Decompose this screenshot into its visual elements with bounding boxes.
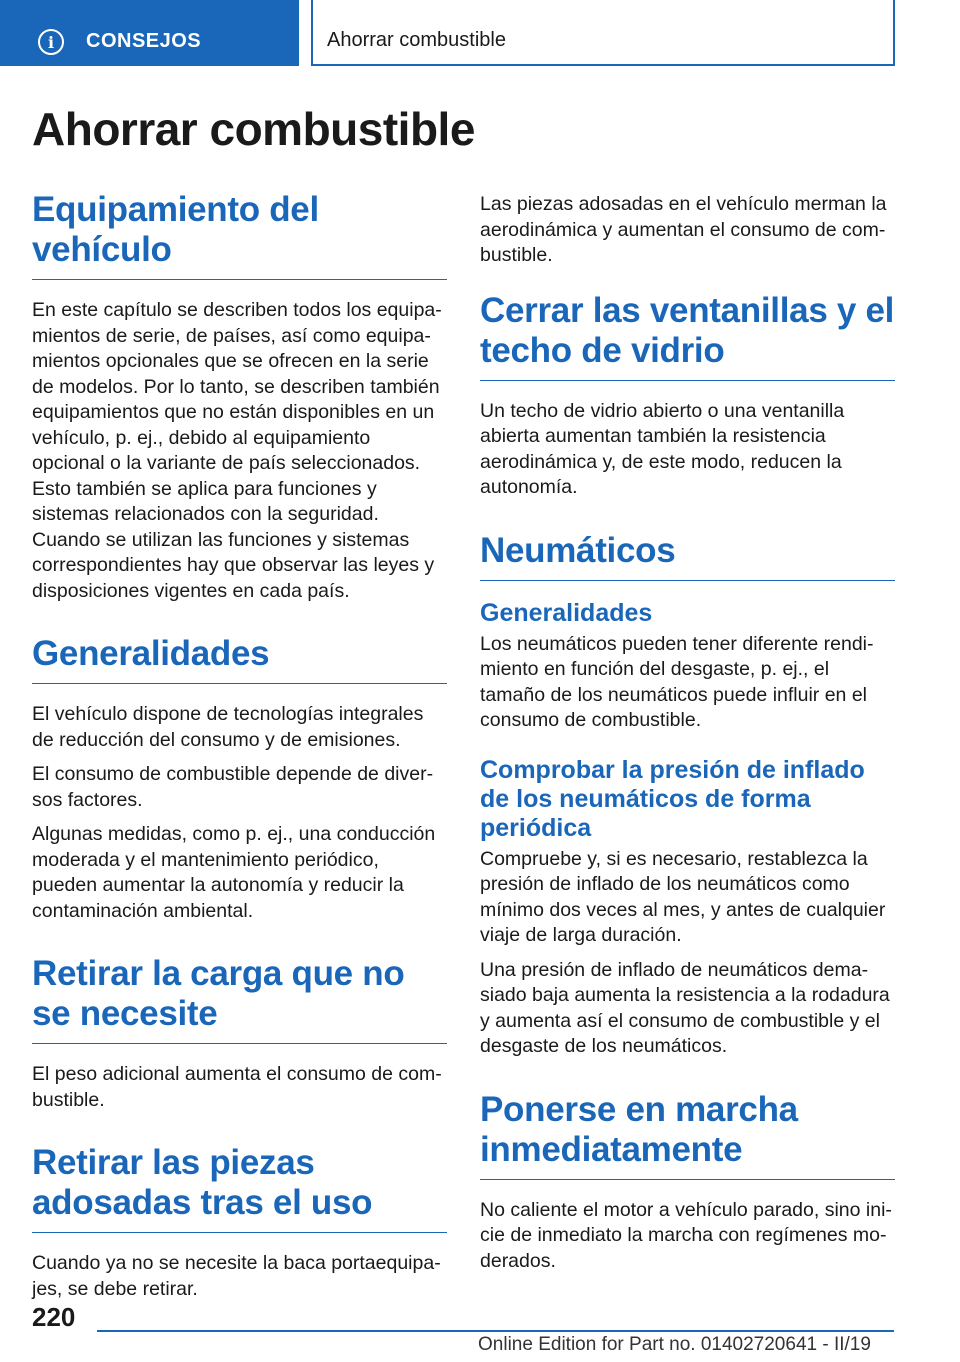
section-tab-label: CONSEJOS xyxy=(86,30,202,52)
left-column xyxy=(32,190,447,1311)
footer-divider xyxy=(97,1330,894,1332)
neumaticos-generalidades-text: Los neumáticos pueden tener diferente rendimiento en función del desgaste, p. ej., el tamaño de los neumáticos puede influir en el consumo de combustible. xyxy=(480,632,874,731)
page-title: Ahorrar combustible xyxy=(32,103,475,155)
retirar-carga-text: El peso adicional aumenta el consumo de combustible. xyxy=(32,1063,442,1111)
heading-retirar-carga: Retirar la carga que no se necesite xyxy=(32,954,447,1044)
presion-inflado-text-1: Compruebe y, si es necesario, restablezca la presión de inflado de los neumáticos como mínimo dos veces al mes, y antes de cualquier viaje de larga duración. xyxy=(480,847,886,946)
heading-retirar-piezas: Retirar las piezas adosadas tras el uso xyxy=(32,1143,447,1233)
right-column xyxy=(480,192,895,1283)
header-title: Ahorrar combustible xyxy=(327,29,506,51)
page-number: 220 xyxy=(32,1302,76,1332)
cerrar-ventanillas-text: Un techo de vidrio abierto o una ventanilla abierta aumentan también la resistencia aerodinámica y, de este modo, reducen la autonomía. xyxy=(480,399,845,498)
heading-equipamiento: Equipamiento del vehículo xyxy=(32,190,447,280)
generalidades-text-1: El vehículo dispone de tecnologías integrales de reducción del consumo y de emisiones. xyxy=(32,703,424,751)
subheading-generalidades: Generalidades xyxy=(480,598,653,627)
header-title-box xyxy=(311,0,895,66)
heading-ponerse-en-marcha: Ponerse en marcha inmediatamente xyxy=(480,1090,895,1180)
subheading-presion-inflado: Comprobar la presión de inflado de los neumáticos de forma periódica xyxy=(480,755,865,842)
heading-generalidades: Generalidades xyxy=(32,634,447,684)
info-icon: i xyxy=(38,29,64,55)
section-tab[interactable] xyxy=(0,0,299,66)
generalidades-text-2: El consumo de combustible depende de diversos factores. xyxy=(32,763,434,811)
presion-inflado-text-2: Una presión de inflado de neumáticos demasiado baja aumenta la resistencia a la rodadura y aumenta así el consumo de combustible y el desgaste de los neumáticos. xyxy=(480,958,890,1057)
retirar-piezas-text: Cuando ya no se necesite la baca portaequipajes, se debe retirar. xyxy=(32,1252,441,1300)
retirar-piezas-text-2: Las piezas adosadas en el vehículo merman la aerodinámica y aumentan el consumo de combustible. xyxy=(480,193,887,266)
generalidades-text-3: Algunas medidas, como p. ej., una conducción moderada y el mantenimiento periódico, pueden aumentar la autonomía y reducir la contaminación ambiental. xyxy=(32,823,436,922)
heading-cerrar-ventanillas: Cerrar las ventanillas y el techo de vidrio xyxy=(480,291,895,381)
footer-edition: Online Edition for Part no. 01402720641 - II/19 xyxy=(478,1334,871,1355)
heading-neumaticos: Neumáticos xyxy=(480,531,895,581)
ponerse-en-marcha-text: No caliente el motor a vehículo parado, sino inicie de inmediato la marcha con regímenes moderados. xyxy=(480,1198,892,1272)
equipamiento-text: En este capítulo se describen todos los equipamientos de serie, de países, así como equipamientos opcionales que se ofrecen en la serie de modelos. Por lo tanto, se describen también equipamientos que no están disponibles en un vehículo, p. ej., debido al equipamiento opcional o la variante de país seleccionados. Esto también se aplica para funciones y sistemas relacionados con la seguridad. Cuando se utilizan las funciones y sistemas correspondientes hay que observar las leyes y disposiciones vigentes en cada país. xyxy=(32,299,442,602)
